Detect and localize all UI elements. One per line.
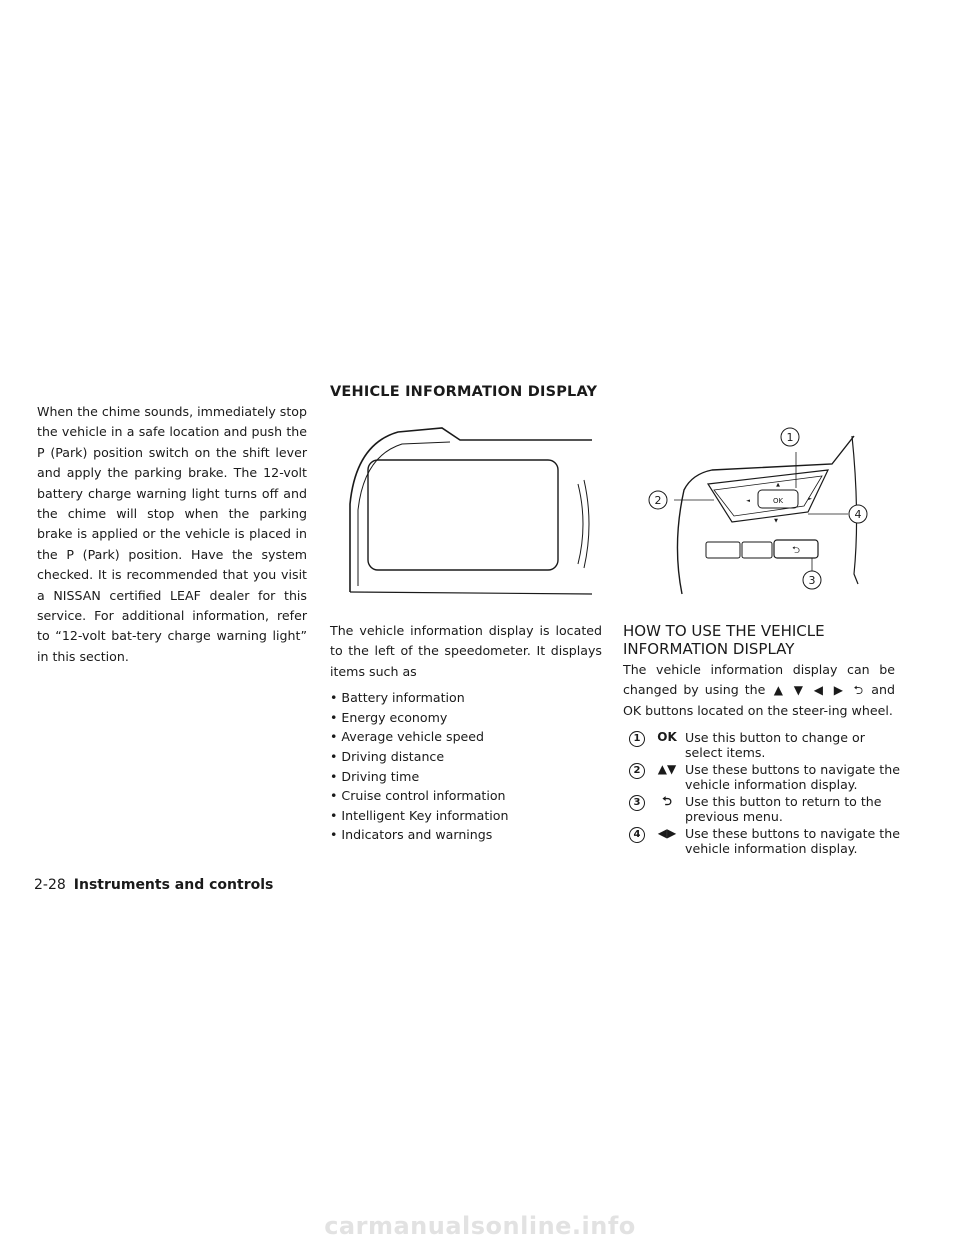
ok-icon: OK [657,730,677,744]
list-item [623,762,903,794]
display-items-list [330,688,602,845]
instrument-display-illustration [342,424,592,600]
callout-3: 3 [808,574,816,587]
howto-intro [623,660,895,721]
back-icon: ⮌ [853,683,864,698]
arrow-up-icon: ▲ [773,683,783,698]
item-description: Use these buttons to navigate the vehicle information display. [685,826,900,856]
arrow-down-icon: ▼ [793,683,803,698]
item-description: Use these buttons to navigate the vehicle information display. [685,762,900,792]
arrow-right-icon: ▶ [833,683,843,698]
left-arrow-mark: ◄ [746,498,750,504]
steering-controls-illustration [622,424,918,600]
item-number: 3 [629,795,645,811]
list-item: • Cruise control information [330,788,506,804]
howto-title: HOW TO USE THE VEHICLE INFORMATION DISPLAY [623,622,825,658]
up-down-arrows-icon: ▲▼ [657,762,677,776]
list-item [623,730,903,762]
back-icon: ⮌ [662,794,672,808]
list-item [623,794,903,826]
list-item [623,826,903,858]
list-item: • Average vehicle speed [330,729,485,745]
left-right-arrows-icon: ◀▶ [657,826,677,840]
list-item: • Indicators and warnings [330,827,493,843]
intro-paragraph: When the chime sounds, immediately stop the vehicle in a safe location and push the P (Park) position switch on the shift lever and apply the parking brake. The 12-volt battery charge warning light turns off and the chime will stop when the parking brake is applied or the vehicle is placed in the P (Park) position. Have the system checked. It is recommended that you visit a NISSAN certified LEAF dealer for this service. For additional information, refer to “12-volt bat-tery charge warning light” in this section. [37,404,307,664]
right-arrow-mark: ► [808,496,812,502]
button-items-list [623,730,903,858]
item-description: Use this button to change or select items. [685,730,865,760]
item-number: 2 [629,763,645,779]
page-number: 2-28 [34,877,66,893]
up-arrow-mark: ▲ [776,482,780,488]
item-description: Use this button to return to the previous menu. [685,794,882,824]
item-number: 1 [629,731,645,747]
list-item: • Driving time [330,768,420,784]
page-footer [34,877,273,893]
howto-text-after: and OK buttons located on the steer-ing wheel. [623,682,895,718]
callout-2: 2 [654,494,662,507]
section-title: VEHICLE INFORMATION DISPLAY [330,384,598,400]
item-number: 4 [629,827,645,843]
chapter-title: Instruments and controls [73,877,274,893]
display-description [330,621,602,845]
list-item: • Battery information [330,690,465,706]
callout-4: 4 [854,508,862,521]
howto-text-before: The vehicle information display can be changed by using the [623,662,895,698]
ok-label: OK [772,497,784,505]
down-arrow-mark: ▼ [774,518,778,524]
description-text: The vehicle information display is located to the left of the speedometer. It displays items such as [330,623,602,679]
list-item: • Intelligent Key information [330,807,509,823]
back-button-mark: ⮌ [791,545,801,556]
list-item: • Driving distance [330,749,445,764]
watermark: carmanualsonline.info [324,1212,636,1240]
list-item: • Energy economy [330,709,448,725]
arrow-left-icon: ◀ [813,683,823,698]
callout-1: 1 [786,431,794,444]
